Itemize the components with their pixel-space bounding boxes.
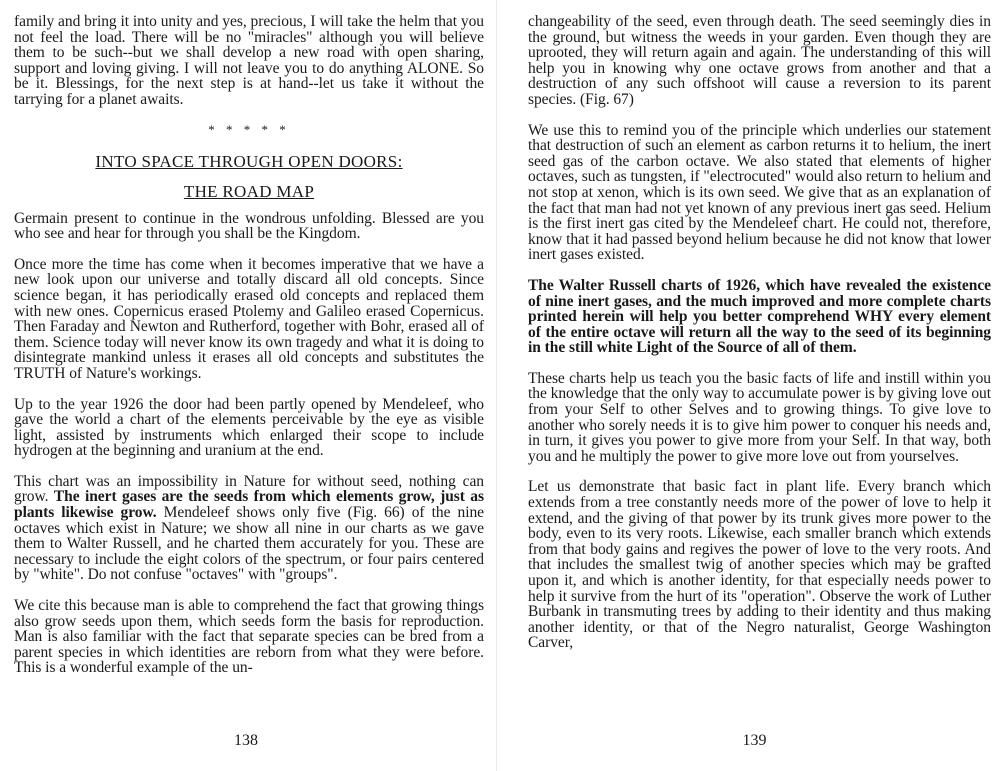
paragraph: Once more the time has come when it becomes imperative that we have a new look upon our universe and totally discard all old concepts. Since science began, it has periodically erased old concepts and replaced them with new ones. Copernicus erased Ptolemy and Galileo erased Copernicus. Then Faraday and Newton and Rutherford, together with Bohr, erased all of them. Science today will never know its own tragedy and what it is doing to disintegrate mankind unless it erases all old concepts and substitutes the TRUTH of Nature's workings. [14, 255, 484, 382]
bold-text-run: The Walter Russell charts of 1926, which have revealed the existence of nine inert gases, and the much improved and more complete charts printed herein will help you better comprehend WHY every element of the entire octave will return all the way to the seed of its beginning in the still white Light of the Source of all of them. [528, 276, 991, 357]
chapter-subheading: THE ROAD MAP [183, 181, 315, 201]
paragraph: changeability of the seed, even through death. The seed seemingly dies in the ground, but witness the weeds in your garden. Even though they are uprooted, they will return again and again. The understanding of this will help you in knowing why one octave grows from another and that a destruction of any such offshoot will cause a reversion to its parent species. (Fig. 67) [528, 13, 991, 108]
bold-paragraph [528, 278, 991, 356]
left-text-column [14, 0, 484, 676]
paragraph: We use this to remind you of the principle which underlies our statement that destruction of such an element as carbon returns it to helium, the inert seed gas of the carbon octave. We also stated that elements of higher octaves, such as tungsten, if "electrocuted" would also return to helium and not stop at xenon, which is its own seed. We give that as an explanation of the fact that man had not yet known of any previous inert gas seed. Helium is the first inert gas cited by the Mendeleef chart. He could not, therefore, know that it had passed beyond helium because he did not know that lower inert gases existed. [528, 121, 991, 264]
paragraph: Up to the year 1926 the door had been partly opened by Mendeleef, who gave the world a chart of the elements perceivable by the eye as visible light, assisted by instruments which enlarged their scope to include hydrogen at the beginning and uranium at the end. [14, 395, 484, 460]
right-text-column [528, 0, 991, 651]
page-number: 138 [234, 732, 258, 749]
paragraph [14, 474, 484, 583]
text-run: Mendeleef shows only five (Fig. 66) of the nine octaves which exist in Nature; we show all nine in our charts as we gave them to Walter Russell, and he charted them accurately for you. These are necessary to include the eight colors of the spectrum, or four pairs centered by "white". Do not confuse "octaves" with "groups". [14, 504, 484, 584]
text-run: This chart was an impossibility in Nature for without seed, nothing can grow. [14, 472, 484, 506]
book-gutter [496, 0, 497, 771]
right-page [508, 0, 1001, 771]
bold-text-run: The inert gases are the seeds from which elements grow, just as plants likewise grow. [14, 488, 484, 522]
paragraph: Let us demonstrate that basic fact in plant life. Every branch which extends from a tree constantly needs more of the power of love to help it extend, and the giving of that power by its trunk gives more power to the body, even to its very roots. Likewise, each smaller branch which extends from that body gains and regives the power of love to the very roots. And that includes the smallest twig of another species which may be grafted upon it, and which is another identity, for that especially needs power to help it survive from the hurt of its "operation". Observe the work of Luther Burbank in transmuting trees by adding to their identity and thus making another identity, or that of the Negro naturalist, George Washington Carver, [528, 478, 991, 652]
paragraph: family and bring it into unity and yes, precious, I will take the helm that you not feel the load. There will be no "miracles" although you will believe them to be such--but we shall develop a new road with open sharing, support and loving giving. I will not leave you to do anything ALONE. So be it. Blessings, for the next step is at hand--let us take it without the tarrying for a planet awaits. [14, 13, 484, 108]
paragraph: Germain present to continue in the wondrous unfolding. Blessed are you who see and hear for through you shall be the Kingdom. [14, 209, 484, 243]
section-separator: * * * * * [208, 121, 290, 137]
page-number: 139 [742, 732, 767, 749]
paragraph: We cite this because man is able to comprehend the fact that growing things also grow seeds upon them, which seeds form the basis for reproduction. Man is also familiar with the fact that separate species can be bred from a parent species in which identities are reborn from what they were before. This is a wonderful example of the un- [14, 597, 484, 677]
paragraph: These charts help us teach you the basic facts of life and instill within you the knowledge that the only way to accumulate power is by giving love out from your Self to other Selves and to growing things. To give love to another who sorely needs it is to give him power to conquer his needs and, in turn, it gives you power to give more from your Self. In that way, both you and he multiply the power to give more love out from yourselves. [528, 369, 991, 465]
left-page [0, 0, 492, 771]
chapter-heading: INTO SPACE THROUGH OPEN DOORS: [95, 151, 403, 171]
